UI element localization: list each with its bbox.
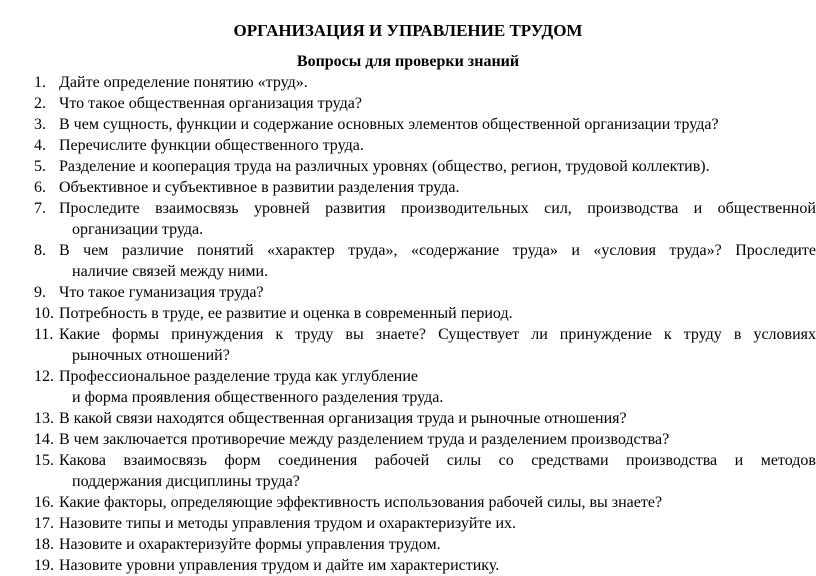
question-number: 7.	[34, 200, 46, 217]
question-item-9	[0, 282, 757, 303]
question-text	[59, 366, 816, 387]
question-number: 16.	[34, 494, 54, 511]
question-item-16	[0, 492, 757, 513]
question-word: труда»	[512, 242, 558, 259]
question-word: рабочей	[374, 452, 430, 469]
question-word: производства	[626, 452, 718, 469]
question-item-13	[0, 408, 757, 429]
question-word: взаимосвязь	[155, 200, 239, 217]
question-word: к	[663, 326, 672, 343]
question-item-11	[0, 324, 816, 366]
question-text	[59, 198, 816, 219]
question-word: «характер	[267, 242, 335, 259]
question-item-6	[0, 177, 757, 198]
question-item-5	[0, 156, 757, 177]
question-word: средствами	[531, 452, 609, 469]
questions-list	[0, 72, 816, 576]
question-text	[59, 450, 816, 471]
question-word: «условия	[593, 242, 656, 259]
question-text: Дайте определение понятию «труд».	[59, 74, 308, 91]
question-text: Потребность в труде, ее развитие и оценка в современный период.	[59, 305, 513, 322]
question-item-1	[0, 72, 757, 93]
document-title: ОРГАНИЗАЦИЯ И УПРАВЛЕНИЕ ТРУДОМ	[233, 21, 583, 40]
question-number: 6.	[34, 179, 46, 196]
question-word: Какие	[59, 326, 100, 343]
question-word: углубление	[341, 368, 419, 385]
document-subtitle: Вопросы для проверки знаний	[296, 53, 520, 70]
question-item-3	[0, 114, 757, 135]
question-text: Назовите типы и методы управления трудом и охарактеризуйте их.	[59, 515, 517, 532]
question-number: 3.	[34, 116, 46, 133]
question-text	[59, 240, 816, 261]
question-word: и	[693, 200, 703, 217]
question-item-2	[0, 93, 757, 114]
question-item-14	[0, 429, 757, 450]
question-word: формы	[112, 326, 160, 343]
question-word: Какова	[59, 452, 106, 469]
question-text: В чем заключается противоречие между разделением труда и разделением производства?	[59, 431, 670, 448]
question-word: труда»,	[348, 242, 398, 259]
question-word: общественной	[717, 200, 816, 217]
question-word: и	[571, 242, 580, 259]
question-word: Проследите	[59, 200, 140, 217]
question-text: Объективное и субъективное в развитии разделения труда.	[59, 179, 460, 196]
question-word: силы	[446, 452, 482, 469]
question-word: сил,	[544, 200, 572, 217]
question-text: Разделение и кооперация труда на различных уровнях (общество, регион, трудовой коллектив).	[59, 158, 710, 175]
question-word: ли	[531, 326, 548, 343]
question-item-10	[0, 303, 757, 324]
question-number: 19.	[34, 557, 54, 574]
question-text-continued: наличие связей между ними.	[72, 263, 269, 280]
question-word: знаете?	[375, 326, 427, 343]
question-word: принуждения	[171, 326, 264, 343]
question-word: со	[498, 452, 514, 469]
question-text: Что такое гуманизация труда?	[59, 284, 264, 301]
question-item-8	[0, 240, 816, 282]
question-number: 1.	[34, 74, 46, 91]
question-number: 8.	[34, 242, 46, 259]
question-word: «содержание	[410, 242, 500, 259]
question-number: 18.	[34, 536, 54, 553]
question-word: понятий	[197, 242, 254, 259]
question-word: разделение	[194, 368, 270, 385]
question-number: 17.	[34, 515, 54, 532]
question-word: Профессиональное	[59, 368, 191, 385]
question-word: методов	[760, 452, 816, 469]
question-number: 12.	[34, 368, 54, 385]
question-word: различие	[121, 242, 184, 259]
question-item-7	[0, 198, 816, 240]
question-word: уровней	[253, 200, 310, 217]
question-word: форм	[224, 452, 261, 469]
question-text: Какие факторы, определяющие эффективность использования рабочей силы, вы знаете?	[59, 494, 663, 511]
question-item-18	[0, 534, 757, 555]
question-word: вы	[345, 326, 364, 343]
question-word: и	[734, 452, 744, 469]
question-word: В	[59, 242, 70, 259]
question-number: 13.	[34, 410, 54, 427]
question-word: к	[275, 326, 284, 343]
question-item-19	[0, 555, 757, 576]
question-number: 11.	[34, 326, 54, 343]
question-word: труду	[295, 326, 334, 343]
question-word: Проследите	[735, 242, 816, 259]
question-number: 2.	[34, 95, 46, 112]
question-word: как	[315, 368, 338, 385]
question-text-continued: рыночных отношений?	[72, 347, 230, 364]
question-text: В какой связи находятся общественная организация труда и рыночные отношения?	[59, 410, 627, 427]
question-number: 4.	[34, 137, 46, 154]
question-word: производства	[587, 200, 679, 217]
question-text: В чем сущность, функции и содержание основных элементов общественной организации труда?	[59, 116, 719, 133]
question-text-continued: организации труда.	[72, 221, 204, 238]
question-text	[59, 324, 816, 345]
question-word: чем	[83, 242, 109, 259]
question-text: Назовите уровни управления трудом и дайте им характеристику.	[59, 557, 500, 574]
question-word: соединения	[278, 452, 358, 469]
question-item-4	[0, 135, 757, 156]
question-word: условиях	[753, 326, 816, 343]
question-word: труда	[273, 368, 312, 385]
question-text: Что такое общественная организация труда?	[59, 95, 362, 112]
question-text: Перечислите функции общественного труда.	[59, 137, 364, 154]
question-word: развития	[325, 200, 386, 217]
question-number: 14.	[34, 431, 54, 448]
question-item-15	[0, 450, 816, 492]
question-word: производительных	[400, 200, 529, 217]
question-number: 5.	[34, 158, 46, 175]
question-number: 9.	[34, 284, 46, 301]
question-number: 10.	[34, 305, 54, 322]
question-text-continued: поддержания дисциплины труда?	[72, 473, 300, 490]
question-word: труда»?	[669, 242, 722, 259]
question-number: 15.	[34, 452, 54, 469]
question-item-17	[0, 513, 757, 534]
question-word: Существует	[438, 326, 520, 343]
question-word: взаимосвязь	[123, 452, 207, 469]
question-text-continued: и форма проявления общественного разделения труда.	[72, 389, 444, 406]
question-word: труду	[683, 326, 722, 343]
question-word: принуждение	[559, 326, 652, 343]
question-word: в	[733, 326, 742, 343]
question-item-12	[0, 366, 757, 408]
question-text: Назовите и охарактеризуйте формы управления трудом.	[59, 536, 441, 553]
